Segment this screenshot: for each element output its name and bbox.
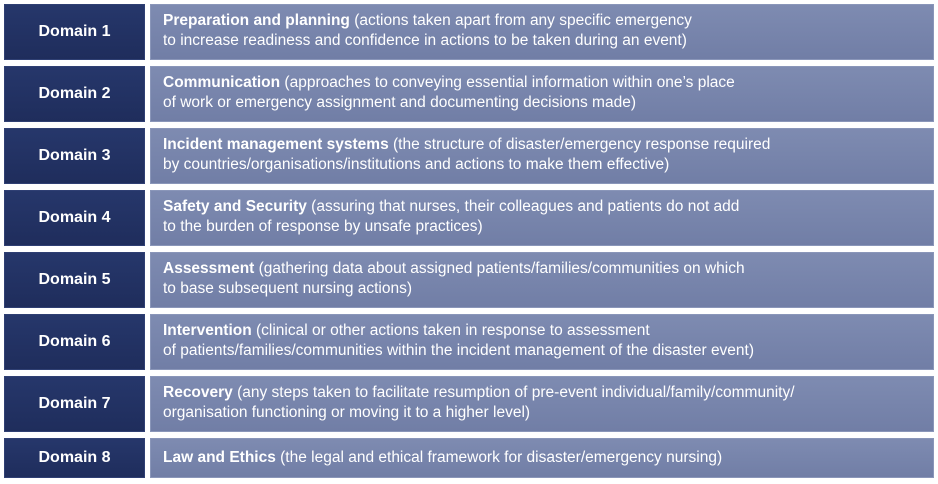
domain-row-7 xyxy=(4,376,934,432)
domain-title: Intervention xyxy=(163,322,252,339)
domain-description xyxy=(150,438,934,478)
description-text: (any steps taken to facilitate resumption of pre-event individual/family/community/ xyxy=(232,384,795,401)
description-text: (gathering data about assigned patients/families/communities on which xyxy=(254,260,745,277)
domain-label: Domain 2 xyxy=(4,66,145,122)
description-text: (approaches to conveying essential information within one’s place xyxy=(280,74,735,91)
domain-title: Safety and Security xyxy=(163,198,307,215)
description-line-1 xyxy=(163,448,925,468)
domain-row-2 xyxy=(4,66,934,122)
domain-title: Preparation and planning xyxy=(163,12,350,29)
domain-description xyxy=(150,314,934,370)
domain-row-3 xyxy=(4,128,934,184)
description-line-1 xyxy=(163,135,925,155)
domain-label: Domain 1 xyxy=(4,4,145,60)
domain-label: Domain 3 xyxy=(4,128,145,184)
description-text: (assuring that nurses, their colleagues and patients do not add xyxy=(306,198,740,215)
description-text: (the legal and ethical framework for disaster/emergency nursing) xyxy=(275,449,723,466)
domain-label: Domain 7 xyxy=(4,376,145,432)
domain-row-8 xyxy=(4,438,934,478)
domain-title: Law and Ethics xyxy=(163,449,276,466)
domain-description xyxy=(150,4,934,60)
description-line-1 xyxy=(163,11,925,31)
domain-row-6 xyxy=(4,314,934,370)
domain-title: Recovery xyxy=(163,384,233,401)
description-text: (actions taken apart from any specific emergency xyxy=(349,12,692,29)
description-line-2: of work or emergency assignment and documenting decisions made) xyxy=(163,94,636,111)
domain-description xyxy=(150,376,934,432)
domain-description xyxy=(150,190,934,246)
domain-description xyxy=(150,128,934,184)
domain-title: Communication xyxy=(163,74,281,91)
description-line-1 xyxy=(163,73,925,93)
description-line-2: to increase readiness and confidence in actions to be taken during an event) xyxy=(163,32,687,49)
description-line-2: by countries/organisations/institutions and actions to make them effective) xyxy=(163,156,670,173)
domain-title: Incident management systems xyxy=(163,136,389,153)
domain-description xyxy=(150,252,934,308)
description-line-2: of patients/families/communities within the incident management of the disaster event) xyxy=(163,342,755,359)
description-line-1 xyxy=(163,197,925,217)
domain-row-4 xyxy=(4,190,934,246)
description-line-1 xyxy=(163,383,925,403)
domain-label: Domain 5 xyxy=(4,252,145,308)
description-line-1 xyxy=(163,321,925,341)
domain-row-5 xyxy=(4,252,934,308)
domain-label: Domain 8 xyxy=(4,438,145,478)
domain-label: Domain 4 xyxy=(4,190,145,246)
description-line-2: organisation functioning or moving it to a higher level) xyxy=(163,404,531,421)
domain-label: Domain 6 xyxy=(4,314,145,370)
domain-description xyxy=(150,66,934,122)
description-text: (clinical or other actions taken in response to assessment xyxy=(251,322,650,339)
description-line-2: to base subsequent nursing actions) xyxy=(163,280,413,297)
description-line-1 xyxy=(163,259,925,279)
description-line-2: to the burden of response by unsafe practices) xyxy=(163,218,483,235)
domain-title: Assessment xyxy=(163,260,255,277)
description-text: (the structure of disaster/emergency response required xyxy=(388,136,771,153)
domain-row-1 xyxy=(4,4,934,60)
